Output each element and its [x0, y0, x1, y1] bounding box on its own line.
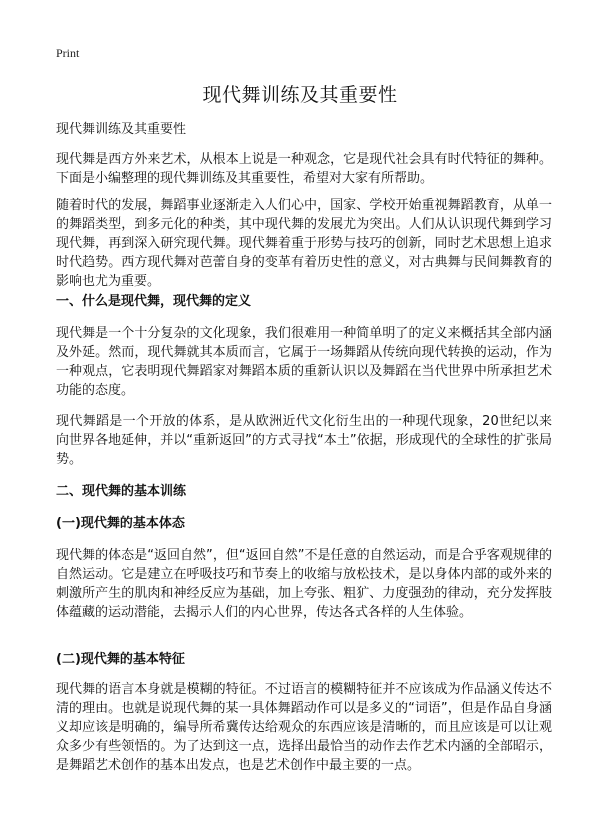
- features-paragraph: 现代舞的语言本身就是模糊的特征。不过语言的模糊特征并不应该成为作品涵义传达不清的理由。也就是说现代舞的某一具体舞蹈动作可以是多义的“词语”，但是作品自身涵义却应该是明确的，编导所希冀传达给观众的东西应该是清晰的，而且应该是可以让观众多少有些领悟的。为了达到这一点，选择出最恰当的动作去作艺术内涵的全部昭示，是舞蹈艺术创作的基本出发点，也是艺术创作中最主要的一点。: [56, 682, 552, 773]
- subsection-heading-features: (二)现代舞的基本特征: [56, 652, 185, 667]
- section-heading-definition: 一、什么是现代舞，现代舞的定义: [56, 294, 252, 309]
- intro-paragraph: 现代舞是西方外来艺术，从根本上说是一种观念，它是现代社会具有时代特征的舞种。下面是小编整理的现代舞训练及其重要性，希望对大家有所帮助。: [56, 152, 552, 186]
- definition-paragraph-1: 现代舞是一个十分复杂的文化现象，我们很难用一种简单明了的定义来概括其全部内涵及外延。然而，现代舞就其本质而言，它属于一场舞蹈从传统向现代转换的运动，作为一种观点，它表明现代舞蹈家对舞蹈本质的重新认识以及舞蹈在当代世界中所承担艺术功能的态度。: [56, 326, 552, 398]
- print-link[interactable]: Print: [56, 46, 80, 60]
- background-paragraph: 随着时代的发展，舞蹈事业逐渐走入人们心中，国家、学校开始重视舞蹈教育，从单一的舞蹈类型，到多元化的种类，其中现代舞的发展尤为突出。人们从认识现代舞到学习现代舞，再到深入研究现代舞。现代舞着重于形势与技巧的创新，同时艺术思想上追求时代趋势。西方现代舞对芭蕾自身的变革有着历史性的意义，对古典舞与民间舞教育的影响也尤为重要。: [56, 198, 552, 289]
- section-heading-training: 二、现代舞的基本训练: [56, 484, 187, 499]
- definition-paragraph-2: 现代舞蹈是一个开放的体系，是从欧洲近代文化衍生出的一种现代现象，20世纪以来向世界各地延伸，并以“重新返回”的方式寻找“本土”依据，形成现代的全球性的扩张局势。: [56, 414, 552, 467]
- subsection-heading-posture: (一)现代舞的基本体态: [56, 516, 185, 531]
- document-subtitle: 现代舞训练及其重要性: [56, 122, 187, 137]
- posture-paragraph: 现代舞的体态是“返回自然”，但“返回自然”不是任意的自然运动，而是合乎客观规律的自然运动。它是建立在呼吸技巧和节奏上的收缩与放松技术，是以身体内部的或外来的刺激所产生的肌肉和神经反应为基础，加上夸张、粗犷、力度强劲的律动，充分发挥肢体蕴藏的运动潜能，去揭示人们的内心世界，传达各式各样的人生体验。: [56, 548, 552, 620]
- page-title: 现代舞训练及其重要性: [202, 84, 398, 106]
